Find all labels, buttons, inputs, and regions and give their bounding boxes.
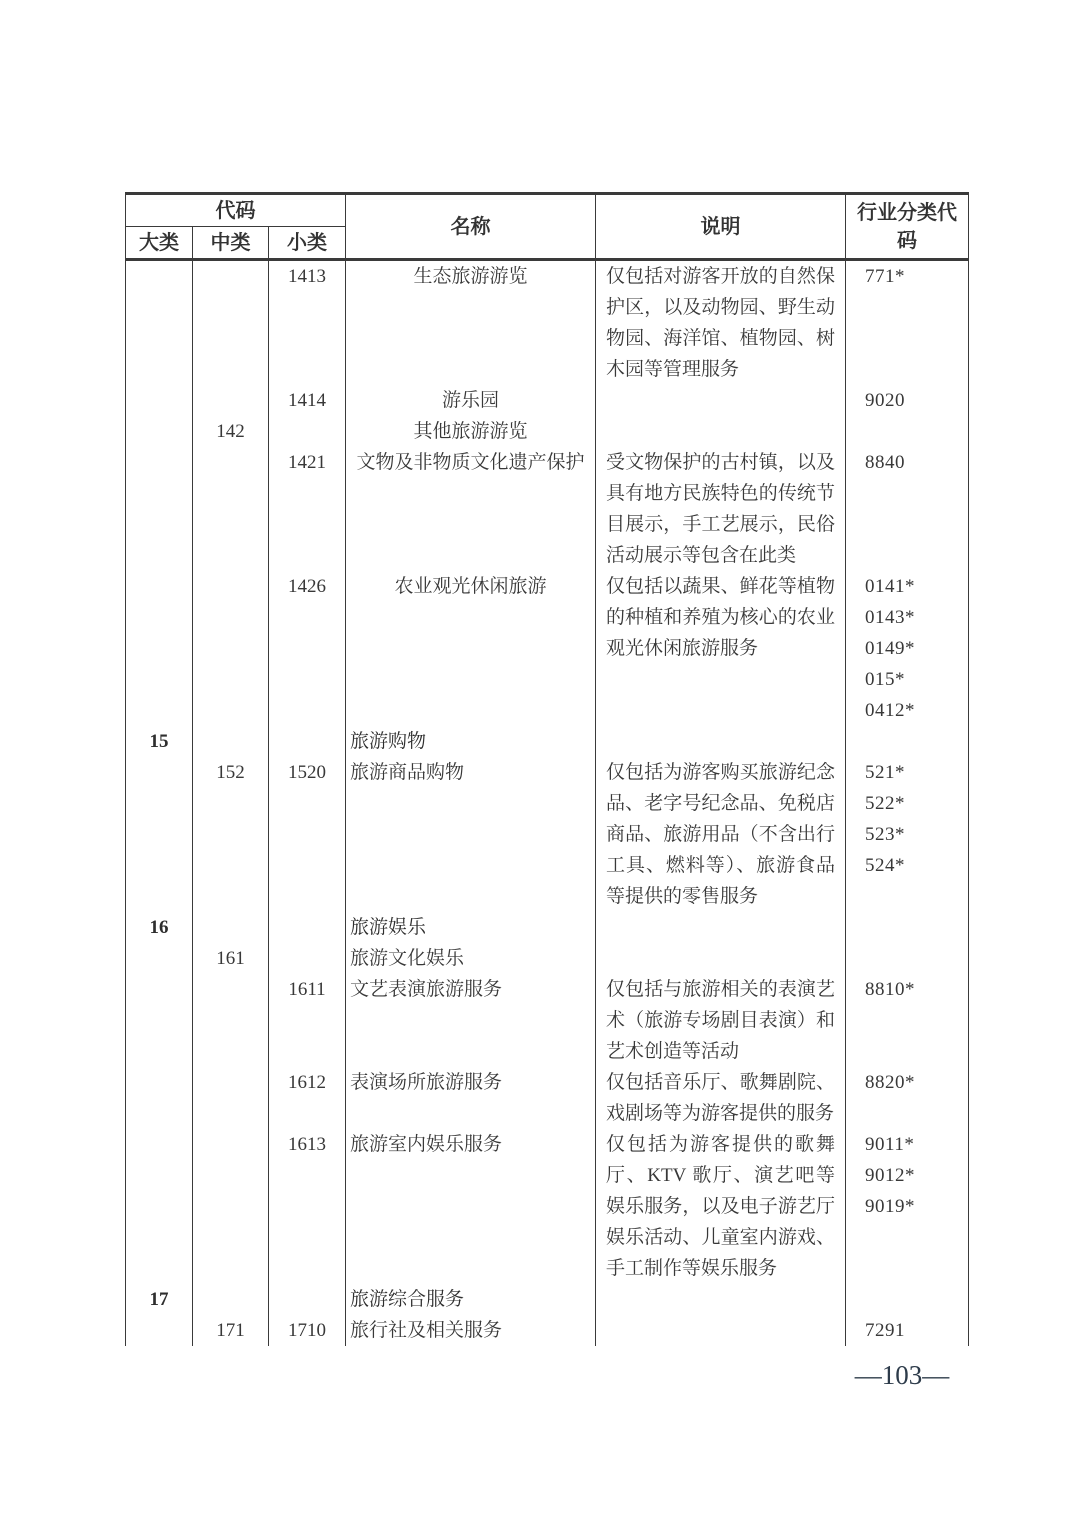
cell-medium-class: [193, 726, 269, 757]
cell-name: 游乐园: [346, 385, 596, 416]
header-name-column: 名称: [346, 194, 596, 260]
cell-small-class: 1520: [269, 757, 346, 912]
cell-industry-codes: [846, 943, 969, 974]
header-medium-class: 中类: [193, 227, 269, 260]
cell-small-class: 1611: [269, 974, 346, 1067]
header-industry-code-column: 行业分类代码: [846, 194, 969, 260]
cell-major-class: [126, 447, 193, 571]
cell-major-class: [126, 416, 193, 447]
cell-medium-class: 161: [193, 943, 269, 974]
industry-code-value: 771*: [865, 266, 906, 287]
cell-name: 旅游商品购物: [346, 757, 596, 912]
industry-code-value: 523*: [865, 824, 906, 845]
table-row: [126, 757, 969, 912]
cell-major-class: [126, 974, 193, 1067]
header-code-group: 代码: [126, 194, 346, 227]
cell-medium-class: 142: [193, 416, 269, 447]
table-row: [126, 260, 969, 386]
cell-name: 农业观光休闲旅游: [346, 571, 596, 726]
cell-description: [596, 1315, 846, 1346]
cell-medium-class: [193, 1129, 269, 1284]
cell-major-class: 15: [126, 726, 193, 757]
cell-description: 仅包括以蔬果、鲜花等植物的种植和养殖为核心的农业观光休闲旅游服务: [596, 571, 846, 726]
cell-small-class: 1413: [269, 260, 346, 386]
cell-medium-class: [193, 385, 269, 416]
cell-description: [596, 416, 846, 447]
cell-description: [596, 912, 846, 943]
classification-table: [125, 192, 969, 1346]
cell-name: 表演场所旅游服务: [346, 1067, 596, 1129]
cell-name: 旅游室内娱乐服务: [346, 1129, 596, 1284]
cell-description: [596, 943, 846, 974]
cell-name: 文物及非物质文化遗产保护: [346, 447, 596, 571]
table-row: [126, 912, 969, 943]
table-row: [126, 571, 969, 726]
table-header: [126, 194, 969, 260]
industry-code-value: 0412*: [865, 700, 916, 721]
cell-major-class: [126, 571, 193, 726]
cell-industry-codes: [846, 1315, 969, 1346]
cell-medium-class: [193, 447, 269, 571]
header-major-class: 大类: [126, 227, 193, 260]
cell-description: 仅包括音乐厅、歌舞剧院、戏剧场等为游客提供的服务: [596, 1067, 846, 1129]
cell-small-class: 1612: [269, 1067, 346, 1129]
cell-industry-codes: [846, 912, 969, 943]
industry-code-value: 0149*: [865, 638, 916, 659]
table-row: [126, 1284, 969, 1315]
cell-small-class: 1426: [269, 571, 346, 726]
cell-industry-codes: [846, 571, 969, 726]
cell-industry-codes: [846, 726, 969, 757]
cell-major-class: 16: [126, 912, 193, 943]
cell-medium-class: [193, 1284, 269, 1315]
cell-medium-class: [193, 974, 269, 1067]
cell-name: 其他旅游游览: [346, 416, 596, 447]
cell-description: 仅包括为游客购买旅游纪念品、老字号纪念品、免税店商品、旅游用品（不含出行工具、燃料等）、旅游食品等提供的零售服务: [596, 757, 846, 912]
cell-small-class: [269, 416, 346, 447]
cell-small-class: 1710: [269, 1315, 346, 1346]
cell-medium-class: 152: [193, 757, 269, 912]
industry-code-value: 015*: [865, 669, 906, 690]
industry-code-value: 0143*: [865, 607, 916, 628]
industry-code-value: 9019*: [865, 1196, 916, 1217]
page-number: —103—: [854, 1360, 950, 1390]
cell-small-class: [269, 943, 346, 974]
table-row: [126, 385, 969, 416]
cell-major-class: [126, 1315, 193, 1346]
industry-code-value: 8810*: [865, 979, 916, 1000]
cell-industry-codes: [846, 1129, 969, 1284]
industry-code-value: 8820*: [865, 1072, 916, 1093]
cell-description: 仅包括为游客提供的歌舞厅、KTV 歌厅、演艺吧等娱乐服务，以及电子游艺厅娱乐活动、儿童室内游戏、手工制作等娱乐服务: [596, 1129, 846, 1284]
cell-medium-class: [193, 571, 269, 726]
table-row: [126, 1129, 969, 1284]
cell-major-class: [126, 385, 193, 416]
cell-small-class: [269, 1284, 346, 1315]
cell-medium-class: 171: [193, 1315, 269, 1346]
header-small-class: 小类: [269, 227, 346, 260]
table-row: [126, 974, 969, 1067]
cell-name: 旅游购物: [346, 726, 596, 757]
industry-code-value: 521*: [865, 762, 906, 783]
cell-major-class: [126, 260, 193, 386]
cell-industry-codes: [846, 385, 969, 416]
cell-small-class: 1421: [269, 447, 346, 571]
cell-name: 文艺表演旅游服务: [346, 974, 596, 1067]
cell-major-class: [126, 1129, 193, 1284]
cell-medium-class: [193, 260, 269, 386]
cell-small-class: 1414: [269, 385, 346, 416]
header-description-column: 说明: [596, 194, 846, 260]
industry-code-value: 524*: [865, 855, 906, 876]
cell-major-class: [126, 943, 193, 974]
cell-industry-codes: [846, 447, 969, 571]
industry-code-value: 8840: [865, 452, 906, 473]
cell-description: 受文物保护的古村镇，以及具有地方民族特色的传统节目展示，手工艺展示，民俗活动展示等包含在此类: [596, 447, 846, 571]
cell-medium-class: [193, 912, 269, 943]
table-body: [126, 260, 969, 1347]
cell-industry-codes: [846, 757, 969, 912]
cell-industry-codes: [846, 416, 969, 447]
cell-description: [596, 726, 846, 757]
cell-major-class: [126, 757, 193, 912]
cell-industry-codes: [846, 1067, 969, 1129]
cell-name: 旅游文化娱乐: [346, 943, 596, 974]
table-row: [126, 447, 969, 571]
table-row: [126, 943, 969, 974]
table-row: [126, 416, 969, 447]
cell-industry-codes: [846, 1284, 969, 1315]
cell-medium-class: [193, 1067, 269, 1129]
table-row: [126, 726, 969, 757]
cell-description: 仅包括与旅游相关的表演艺术（旅游专场剧目表演）和艺术创造等活动: [596, 974, 846, 1067]
table-row: [126, 1067, 969, 1129]
cell-small-class: 1613: [269, 1129, 346, 1284]
cell-major-class: [126, 1067, 193, 1129]
cell-name: 旅行社及相关服务: [346, 1315, 596, 1346]
industry-code-value: 0141*: [865, 576, 916, 597]
industry-code-value: 9020: [865, 390, 906, 411]
industry-code-value: 9012*: [865, 1165, 916, 1186]
industry-code-value: 7291: [865, 1320, 906, 1341]
cell-small-class: [269, 912, 346, 943]
industry-code-value: 522*: [865, 793, 906, 814]
cell-industry-codes: [846, 260, 969, 386]
cell-name: 旅游娱乐: [346, 912, 596, 943]
cell-description: [596, 385, 846, 416]
cell-major-class: 17: [126, 1284, 193, 1315]
table-row: [126, 1315, 969, 1346]
cell-small-class: [269, 726, 346, 757]
cell-description: [596, 1284, 846, 1315]
cell-description: 仅包括对游客开放的自然保护区，以及动物园、野生动物园、海洋馆、植物园、树木园等管理服务: [596, 260, 846, 386]
cell-name: 旅游综合服务: [346, 1284, 596, 1315]
cell-name: 生态旅游游览: [346, 260, 596, 386]
cell-industry-codes: [846, 974, 969, 1067]
industry-code-value: 9011*: [865, 1134, 915, 1155]
